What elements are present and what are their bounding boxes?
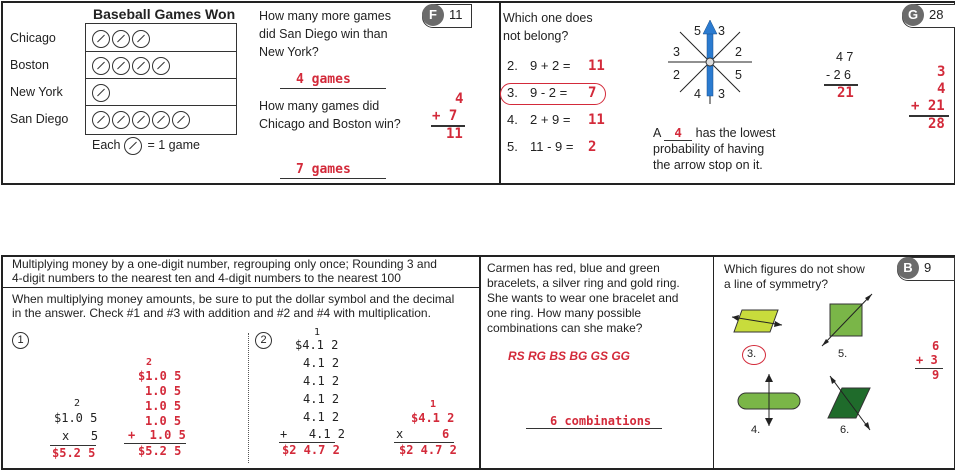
baseball-icon bbox=[112, 30, 130, 48]
p1-result: $5.2 5 bbox=[52, 446, 96, 460]
p2-carry: 1 bbox=[314, 327, 321, 338]
symmetry-figures bbox=[730, 290, 890, 440]
spin-bottom-right: 3 bbox=[718, 87, 725, 101]
instructions-line2: in the answer. Check #1 and #3 with addition and #2 and #4 with multiplication. bbox=[12, 306, 431, 320]
g-add-b: 4 bbox=[937, 81, 946, 97]
g-item-answer: 11 bbox=[588, 112, 605, 128]
section-b-number: 9 bbox=[924, 260, 932, 275]
g-sub-a: 4 7 bbox=[836, 50, 854, 64]
f-q2-line2: Chicago and Boston win? bbox=[259, 117, 401, 131]
spin-q-post: has the lowest bbox=[695, 126, 776, 140]
section-f-number: 11 bbox=[449, 7, 463, 22]
g-question-line1: Which one does bbox=[503, 11, 593, 25]
pictograph-row-label: Chicago bbox=[10, 31, 56, 45]
key-value: = 1 game bbox=[147, 138, 200, 152]
p2-m-mult: 6 bbox=[442, 427, 450, 441]
p2-row: 4.1 2 bbox=[303, 356, 340, 370]
baseball-icon bbox=[152, 111, 170, 129]
baseball-icon bbox=[92, 111, 110, 129]
figure-4-label: 4. bbox=[751, 424, 761, 436]
g-sub-result: 21 bbox=[837, 85, 854, 101]
spin-top-left: 5 bbox=[694, 24, 701, 38]
carmen-answer-line bbox=[526, 428, 662, 429]
problem-1-label: 1 bbox=[12, 332, 29, 349]
g-item-answer: 11 bbox=[588, 58, 605, 74]
p1-add-row: 1.0 5 bbox=[145, 399, 182, 413]
spin-q-answer: 4 bbox=[664, 126, 692, 141]
carmen-line: Carmen has red, blue and green bbox=[487, 261, 660, 275]
section-f-tag bbox=[422, 4, 472, 28]
g-item-num: 5. bbox=[507, 139, 518, 154]
carmen-line: bracelets, a silver ring and gold ring. bbox=[487, 276, 680, 290]
g-item-num: 4. bbox=[507, 112, 518, 127]
g-item-expr: 9 + 2 = bbox=[530, 58, 571, 73]
carmen-line: one ring. How many possible bbox=[487, 306, 642, 320]
bottom-divider-2 bbox=[713, 255, 714, 468]
p2-row: 4.1 2 bbox=[303, 374, 340, 388]
key-each: Each bbox=[92, 138, 121, 152]
b-question-line1: Which figures do not show bbox=[724, 262, 865, 276]
figure-6-label: 6. bbox=[840, 424, 850, 436]
figure-4-rounded-bar bbox=[738, 374, 800, 426]
b-work-a: 6 bbox=[932, 339, 940, 353]
g-item-num: 3. bbox=[507, 85, 518, 100]
b-work-b: + 3 bbox=[916, 353, 938, 367]
b-work-result: 9 bbox=[932, 368, 940, 382]
p1-add-row: $1.0 5 bbox=[138, 369, 182, 383]
f-q1-line3: New York? bbox=[259, 45, 319, 59]
spin-left-up: 3 bbox=[673, 45, 680, 59]
f-q1-line1: How many more games bbox=[259, 9, 391, 23]
problem-2-label: 2 bbox=[255, 332, 272, 349]
figure-5-label: 5. bbox=[838, 348, 848, 360]
g-add-c: + 21 bbox=[911, 98, 945, 114]
p2-m-x: x bbox=[396, 427, 404, 441]
carmen-answer: 6 combinations bbox=[550, 414, 652, 428]
p2-row: 4.1 2 bbox=[303, 392, 340, 406]
baseball-icon bbox=[132, 57, 150, 75]
g-item-expr: 9 - 2 = bbox=[530, 85, 568, 100]
section-g-number: 28 bbox=[929, 7, 944, 22]
section-g-letter: G bbox=[902, 4, 924, 26]
problem-divider bbox=[248, 333, 249, 463]
p2-result: $2 4.7 2 bbox=[282, 443, 340, 457]
pictograph-key bbox=[92, 136, 200, 155]
spin-left-down: 2 bbox=[673, 68, 680, 82]
spin-top-right: 3 bbox=[718, 24, 725, 38]
baseball-icon bbox=[112, 111, 130, 129]
spin-right-down: 5 bbox=[735, 68, 742, 82]
p1-add-row: 1.0 5 bbox=[145, 384, 182, 398]
bottom-divider-1 bbox=[479, 255, 481, 468]
p2-m-carry: 1 bbox=[430, 399, 437, 410]
pictograph-row-label: Boston bbox=[10, 58, 49, 72]
section-f-letter: F bbox=[422, 4, 444, 26]
figure-5-square bbox=[822, 294, 872, 346]
baseball-icon bbox=[132, 111, 150, 129]
b-question-line2: a line of symmetry? bbox=[724, 277, 829, 291]
p2-row: 4.1 2 bbox=[303, 410, 340, 424]
baseball-icon bbox=[124, 137, 142, 155]
f-work-a: 4 bbox=[455, 91, 464, 107]
p1-add-last: + 1.0 5 bbox=[128, 428, 186, 442]
p1-top: $1.0 5 bbox=[54, 411, 98, 425]
g-item-answer: 7 bbox=[588, 85, 597, 101]
lesson-header-line1: Multiplying money by a one-digit number, regrouping only once; Rounding 3 and bbox=[12, 257, 437, 271]
section-b-tag bbox=[897, 257, 955, 281]
p1-mult: x 5 bbox=[62, 429, 99, 443]
baseball-icon bbox=[172, 111, 190, 129]
g-add-a: 3 bbox=[937, 64, 946, 80]
carmen-line: She wants to wear one bracelet and bbox=[487, 291, 679, 305]
lesson-header-line2: 4-digit numbers to the nearest ten and 4-digit numbers to the nearest 100 bbox=[12, 271, 401, 285]
pictograph-row-icons bbox=[92, 30, 152, 48]
baseball-icon bbox=[92, 57, 110, 75]
g-question-line2: not belong? bbox=[503, 29, 569, 43]
spin-right-up: 2 bbox=[735, 45, 742, 59]
g-add-result: 28 bbox=[928, 116, 945, 132]
f-q1-answer: 4 games bbox=[296, 72, 351, 87]
spinner-diagram bbox=[660, 16, 760, 108]
g-item-expr: 2 + 9 = bbox=[530, 112, 571, 127]
f-q2-answer-line bbox=[280, 178, 386, 179]
pictograph-row-label: San Diego bbox=[10, 112, 69, 126]
baseball-icon bbox=[112, 57, 130, 75]
p1-add-result: $5.2 5 bbox=[138, 444, 182, 458]
f-q1-answer-line bbox=[280, 88, 386, 89]
figure-3-parallelogram bbox=[732, 310, 782, 332]
f-q2-answer: 7 games bbox=[296, 162, 351, 177]
p1-add-carry: 2 bbox=[146, 357, 153, 368]
pictograph-row-label: New York bbox=[10, 85, 63, 99]
spin-question-line2: probability of having bbox=[653, 142, 765, 156]
p2-m-result: $2 4.7 2 bbox=[399, 443, 457, 457]
baseball-icon bbox=[92, 84, 110, 102]
carmen-line: combinations can she make? bbox=[487, 321, 643, 335]
spin-question-line3: the arrow stop on it. bbox=[653, 158, 763, 172]
pictograph-row-icons bbox=[92, 84, 112, 102]
baseball-icon bbox=[132, 30, 150, 48]
f-work-b: + 7 bbox=[432, 108, 458, 124]
figure-3-label: 3. bbox=[747, 348, 757, 360]
instructions-line1: When multiplying money amounts, be sure to put the dollar symbol and the decimal bbox=[12, 292, 455, 306]
g-item-num: 2. bbox=[507, 58, 518, 73]
section-g-tag bbox=[902, 4, 955, 28]
f-q2-line1: How many games did bbox=[259, 99, 380, 113]
baseball-icon bbox=[152, 57, 170, 75]
p2-row: $4.1 2 bbox=[295, 338, 339, 352]
f-work-sum: 11 bbox=[446, 126, 463, 142]
f-q1-line2: did San Diego win than bbox=[259, 27, 388, 41]
pictograph-row-icons bbox=[92, 57, 172, 75]
pictograph-title: Baseball Games Won bbox=[93, 6, 236, 22]
p1-carry: 2 bbox=[74, 398, 81, 409]
spin-bottom-left: 4 bbox=[694, 87, 701, 101]
carmen-combos: RS RG BS BG GS GG bbox=[508, 349, 631, 363]
baseball-icon bbox=[92, 30, 110, 48]
section-b-letter: B bbox=[897, 257, 919, 279]
p2-last: + 4.1 2 bbox=[280, 427, 346, 441]
header-divider bbox=[3, 287, 479, 288]
spin-q-pre: A bbox=[653, 126, 661, 140]
p2-m-top: $4.1 2 bbox=[411, 411, 455, 425]
pictograph-row-icons bbox=[92, 111, 192, 129]
g-circled-answer bbox=[500, 83, 606, 105]
p1-add-row: 1.0 5 bbox=[145, 414, 182, 428]
g-item-expr: 11 - 9 = bbox=[530, 139, 574, 154]
g-sub-b: - 2 6 bbox=[826, 68, 852, 82]
g-item-answer: 2 bbox=[588, 139, 597, 155]
